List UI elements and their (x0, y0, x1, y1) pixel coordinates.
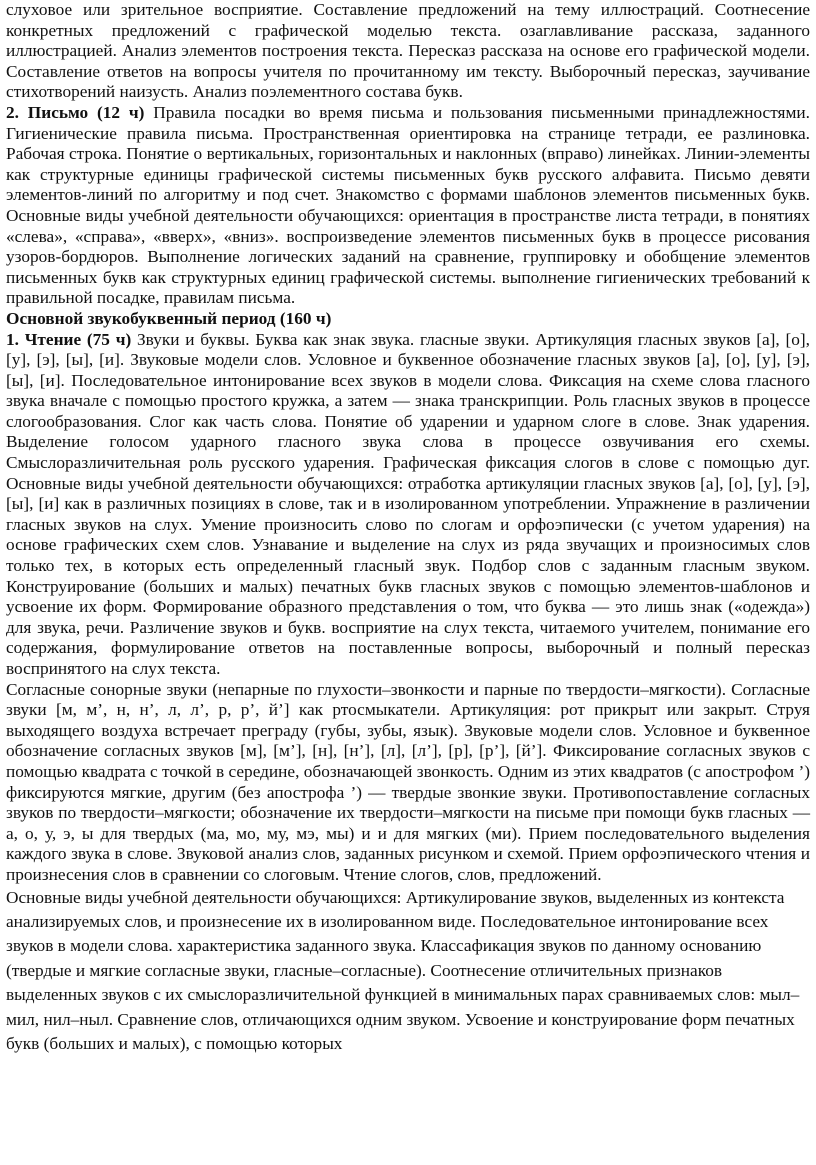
paragraph-consonants: Согласные сонорные звуки (непарные по глухости–звонкости и парные по твердости–мягкости). Согласные звуки [м, м’, н, н’, л, л’, р, р’, й’] как ртосмыкатели. Артикуляция: рот прикрыт или закрыт. Струя выходящего воздуха встречает преграду (губы, зубы, язык). Звуковые модели слов. Условное и буквенное обозначение согласных звуков [м], [м’], [н], [н’], [л], [л’], [р], [р’], [й’]. Фиксирование согласных звуков с помощью квадрата с точкой в середине, обозначающей звонкость. Одним из этих квадратов (с апострофом ’) фиксируются мягкие, другим (без апострофа ’) — твердые звонкие звуки. Противопоставление согласных звуков по твердости–мягкости; обозначение их твердости–мягкости на письме при помощи букв гласных — а, о, у, э, ы для твердых (ма, мо, му, мэ, мы) и и для мягких (ми). Прием последовательного выделения каждого звука в слове. Звуковой анализ слов, заданных рисунком и схемой. Прием орфоэпического чтения и произнесения слов в сравнении со слоговым. Чтение слогов, слов, предложений. (6, 679, 810, 884)
paragraph-reading (6, 330, 810, 680)
section-heading: Основной звукобуквенный период (160 ч) (6, 308, 332, 328)
paragraph-reading-intro: слуховое или зрительное восприятие. Составление предложений на тему иллюстраций. Соотнесение конкретных предложений с графической моделью текста. озаглавливание рассказа, заданного иллюстрацией. Анализ элементов построения текста. Пересказ рассказа на основе его графической модели. Составление ответов на вопросы учителя по прочитанному им тексту. Выборочный пересказ, заучивание стихотворений наизусть. Анализ поэлементного состава букв. (6, 0, 810, 102)
reading-heading: 1. Чтение (75 ч) (6, 329, 132, 349)
writing-text: Правила посадки во время письма и пользования письменными принадлежностями. Гигиенические правила письма. Пространственная ориентировка на странице тетради, ее разлиновка. Рабочая строка. Понятие о вертикальных, горизонтальных и наклонных (вправо) линейках. Линии-элементы как структурные единицы графической системы письменных букв русского алфавита. Письмо девяти элементов-линий по алгоритму и под счет. Знакомство с формами шаблонов элементов письменных букв. Основные виды учебной деятельности обучающихся: ориентация в пространстве листа тетради, в понятиях «слева», «справа», «вверх», «вниз». воспроизведение элементов письменных букв в процессе рисования узоров-бордюров. Выполнение логических заданий на сравнение, группировку и обобщение элементов письменных букв как структурных единиц графической системы. выполнение гигиенических требований к правильной посадке, правилам письма. (6, 102, 810, 308)
reading-text: Звуки и буквы. Буква как знак звука. гласные звуки. Артикуляция гласных звуков [а], [о], [у], [э], [ы], [и]. Звуковые модели слов. Условное и буквенное обозначение гласных звуков [а], [о], [у], [э], [ы], [и]. Последовательное интонирование всех звуков в модели слова. Фиксация на схеме слова гласного звука вначале с помощью простого кружка, а затем — знака транскрипции. Роль гласных звуков в процессе слогообразования. Слог как часть слова. Понятие об ударении и ударном слоге в слове. Знак ударения. Выделение голосом ударного гласного звука слова в процессе озвучивания его схемы. Смыслоразличительная роль русского ударения. Графическая фиксация слогов в слове с помощью дуг. Основные виды учебной деятельности обучающихся: отработка артикуляции гласных звуков [а], [о], [у], [э], [ы], [и] как в различных позициях в слове, так и в изолированном употреблении. Упражнение в различении гласных звуков на слух. Умение произносить слово по слогам и орфоэпически (с учетом ударения) на основе графических схем слов. Узнавание и выделение на слух из ряда звучащих и произносимых слов только тех, в которых есть определенный гласный звук. Подбор слов с заданным гласным звуком. Конструирование (больших и малых) печатных букв гласных звуков с помощью элементов-шаблонов и усвоение их форм. Формирование образного представления о том, что буква — это лишь знак («одежда») для звука, речи. Различение звуков и букв. восприятие на слух текста, читаемого учителем, понимание его содержания, формулирование ответов на поставленные вопросы, выборочный и полный пересказ воспринятого на слух текста. (6, 329, 810, 678)
paragraph-writing (6, 103, 810, 309)
paragraph-activities: Основные виды учебной деятельности обучающихся: Артикулирование звуков, выделенных из контекста анализируемых слов, и произнесение их в изолированном виде. Последовательное интонирование всех звуков в модели слова. характеристика заданного звука. Классафикация звуков по данному основанию (твердые и мягкие согласные звуки, гласные–согласные). Соотнесение отличительных признаков выделенных звуков с их смыслоразличительной функцией в минимальных парах сравниваемых слов: мыл–мил, нил–ныл. Сравнение слов, отличающихся одним звуком. Усвоение и конструирование форм печатных букв (больших и малых), с помощью которых (6, 887, 800, 1053)
writing-heading: 2. Письмо (12 ч) (6, 102, 145, 122)
